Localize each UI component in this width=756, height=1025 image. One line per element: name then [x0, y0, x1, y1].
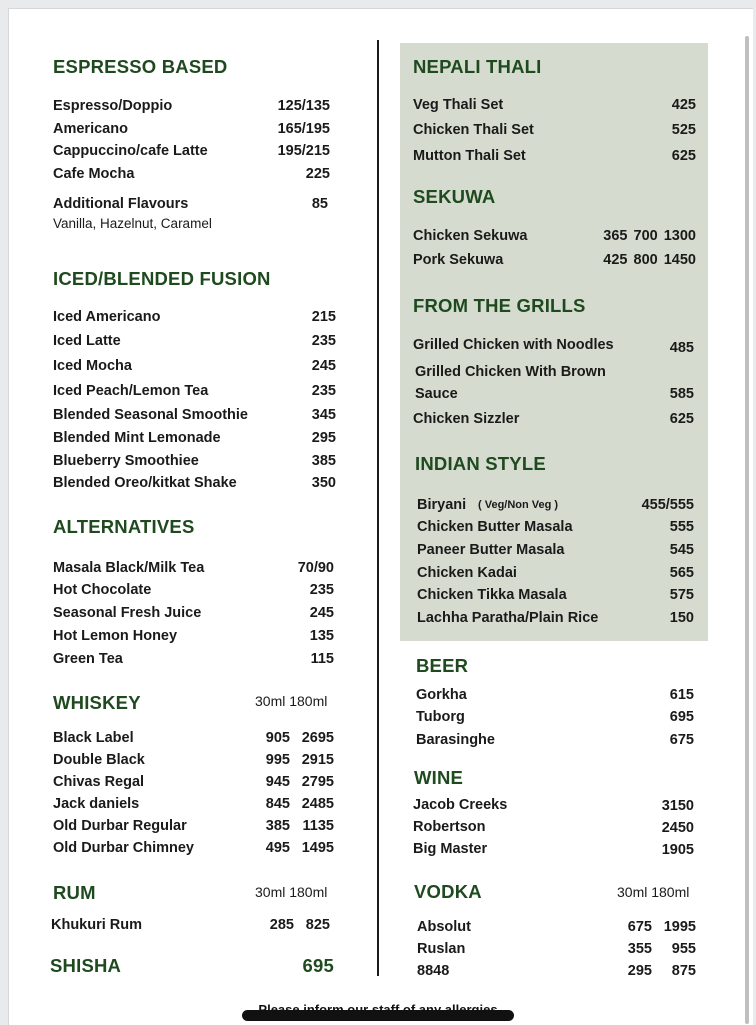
- menu-item-name: Black Label: [53, 730, 134, 746]
- menu-item-price: 455/555: [641, 497, 694, 513]
- menu-item-name: Iced Latte: [53, 333, 121, 349]
- size-header: 30ml 180ml: [255, 884, 328, 900]
- menu-item-price: 195/215: [277, 143, 330, 159]
- menu-item-name: Iced Mocha: [53, 358, 132, 374]
- shisha-price: 695: [302, 955, 334, 976]
- price-180ml: 1495: [301, 840, 334, 856]
- menu-item-name: Seasonal Fresh Juice: [53, 605, 202, 621]
- price-30ml: 355: [627, 941, 652, 957]
- menu-item-name: Veg Thali Set: [413, 97, 504, 113]
- section-heading-wine: WINE: [414, 767, 464, 788]
- menu-item-name: Americano: [53, 121, 128, 137]
- menu-item-price: 545: [669, 542, 694, 558]
- menu-item-price: 70/90: [297, 560, 334, 576]
- menu-item-name: Hot Lemon Honey: [53, 628, 178, 644]
- menu-item-name: Biryani: [417, 497, 467, 513]
- menu-item-name: Masala Black/Milk Tea: [53, 560, 205, 576]
- price-180ml: 2915: [301, 752, 334, 768]
- menu-item-name: Blended Seasonal Smoothie: [53, 407, 248, 423]
- home-indicator[interactable]: [242, 1010, 514, 1021]
- scrollbar[interactable]: [745, 36, 749, 1024]
- section-heading-grills: FROM THE GRILLS: [413, 295, 586, 316]
- price-30ml: 675: [627, 919, 652, 935]
- size-header: 30ml 180ml: [255, 693, 328, 709]
- menu-item-name: Big Master: [413, 841, 488, 857]
- menu-item-price: 225: [305, 166, 330, 182]
- menu-item-price: 565: [669, 565, 694, 581]
- menu-item-name: Khukuri Rum: [51, 917, 143, 933]
- size-header: 30ml 180ml: [617, 884, 690, 900]
- menu-item-name: Barasinghe: [416, 732, 495, 748]
- menu-item-name: Gorkha: [416, 687, 467, 703]
- price-180ml: 1995: [663, 919, 696, 935]
- menu-item-name: Green Tea: [53, 651, 123, 667]
- menu-item-name: Blueberry Smoothiee: [53, 453, 199, 469]
- price-30ml: 845: [265, 796, 290, 812]
- sekuwa-prices: 425 800 1450: [603, 252, 696, 268]
- section-heading-whiskey: WHISKEY: [53, 692, 141, 713]
- menu-item-name: Iced Peach/Lemon Tea: [53, 383, 209, 399]
- menu-item-price: 3150: [661, 798, 694, 814]
- menu-item-price: 425: [671, 97, 696, 113]
- menu-item-price: 585: [669, 386, 694, 402]
- menu-item-name: Lachha Paratha/Plain Rice: [417, 610, 599, 626]
- section-heading-vodka: VODKA: [414, 881, 482, 902]
- menu-item-name: Iced Americano: [53, 309, 161, 325]
- price-30ml: 905: [265, 730, 290, 746]
- section-heading-indian: INDIAN STYLE: [415, 453, 546, 474]
- menu-item-price: 485: [669, 340, 694, 356]
- menu-item-name: Blended Oreo/kitkat Shake: [53, 475, 237, 491]
- menu-item-price: 85: [311, 196, 328, 212]
- menu-item-price: 575: [669, 587, 694, 603]
- price-30ml: 285: [269, 917, 294, 933]
- sekuwa-prices: 365 700 1300: [603, 228, 696, 244]
- menu-item-price: 235: [311, 333, 336, 349]
- menu-item-price: 625: [671, 148, 696, 164]
- menu-item-price: 115: [310, 651, 334, 667]
- menu-item-price: 615: [669, 687, 694, 703]
- section-heading-thali: NEPALI THALI: [413, 56, 542, 77]
- section-heading-iced: ICED/BLENDED FUSION: [53, 268, 271, 289]
- menu-item-name: Cafe Mocha: [53, 166, 135, 182]
- menu-item-name: Hot Chocolate: [53, 582, 152, 598]
- menu-item-name: Chicken Sekuwa: [413, 228, 528, 244]
- price-180ml: 825: [305, 917, 330, 933]
- price-30ml: 295: [627, 963, 652, 979]
- menu-item-name: Paneer Butter Masala: [417, 542, 565, 558]
- menu-item-name: Absolut: [417, 919, 471, 935]
- menu-item-name: Grilled Chicken with Noodles: [413, 337, 614, 353]
- price-180ml: 1135: [302, 818, 334, 834]
- menu-item-name: Old Durbar Regular: [53, 818, 187, 834]
- menu-item-name: Chicken Sizzler: [413, 411, 520, 427]
- menu-item-price: 245: [309, 605, 334, 621]
- menu-item-price: 2450: [661, 820, 694, 836]
- price-30ml: 495: [265, 840, 290, 856]
- biryani-note: ( Veg/Non Veg ): [478, 499, 559, 511]
- flavours-note: Vanilla, Hazelnut, Caramel: [53, 216, 212, 231]
- menu-item-name: Blended Mint Lemonade: [53, 430, 221, 446]
- menu-item-name: Cappuccino/cafe Latte: [53, 143, 208, 159]
- menu-item-price: 135: [309, 628, 334, 644]
- menu-item-name: Chicken Butter Masala: [417, 519, 573, 535]
- menu-item-price: 695: [669, 709, 694, 725]
- menu-item-name: Espresso/Doppio: [53, 98, 173, 114]
- section-heading-espresso: ESPRESSO BASED: [53, 56, 228, 77]
- price-180ml: 875: [671, 963, 696, 979]
- section-heading-beer: BEER: [416, 655, 469, 676]
- menu-item-name: Grilled Chicken With Brown: [415, 364, 606, 380]
- menu-item-price: 525: [671, 122, 696, 138]
- menu-item-name: Chicken Kadai: [417, 565, 517, 581]
- menu-item-name: Old Durbar Chimney: [53, 840, 194, 856]
- menu-item-price: 385: [311, 453, 336, 469]
- menu-item-name: Tuborg: [416, 709, 465, 725]
- price-30ml: 385: [265, 818, 290, 834]
- menu-item-name: Pork Sekuwa: [413, 252, 504, 268]
- menu-item-name: Chicken Tikka Masala: [417, 587, 567, 603]
- section-heading-rum: RUM: [53, 882, 96, 903]
- menu-item-name: Chicken Thali Set: [413, 122, 534, 138]
- menu-item-name: Double Black: [53, 752, 145, 768]
- menu-item-price: 125/135: [277, 98, 330, 114]
- menu-item-price: 345: [311, 407, 336, 423]
- menu-item-price: 295: [311, 430, 336, 446]
- menu-item-name: Mutton Thali Set: [413, 148, 526, 164]
- menu-item-price: 235: [311, 383, 336, 399]
- menu-item-price: 245: [311, 358, 336, 374]
- price-180ml: 2695: [301, 730, 334, 746]
- menu-item-name: 8848: [417, 963, 450, 979]
- column-divider: [377, 40, 379, 976]
- menu-item-name: Robertson: [413, 819, 486, 835]
- menu-item-price: 675: [669, 732, 694, 748]
- price-180ml: 955: [671, 941, 696, 957]
- menu-item-price: 625: [669, 411, 694, 427]
- section-heading-shisha: SHISHA: [50, 955, 122, 976]
- menu-item-price: 235: [309, 582, 334, 598]
- menu-item-name: Jacob Creeks: [413, 797, 508, 813]
- menu-item-price: 350: [311, 475, 336, 491]
- menu-item-price: 215: [311, 309, 336, 325]
- menu-item-price: 165/195: [277, 121, 330, 137]
- menu-item-name: Additional Flavours: [53, 196, 189, 212]
- menu-item-name: Chivas Regal: [53, 774, 145, 790]
- menu-item-price: 555: [669, 519, 694, 535]
- menu-item-price: 1905: [661, 842, 694, 858]
- price-180ml: 2795: [301, 774, 334, 790]
- section-heading-alternatives: ALTERNATIVES: [53, 516, 195, 537]
- menu-item-name: Jack daniels: [53, 796, 140, 812]
- menu-item-name-continued: Sauce: [415, 386, 458, 402]
- menu-item-name: Ruslan: [417, 941, 466, 957]
- price-180ml: 2485: [301, 796, 334, 812]
- menu-item-price: 150: [669, 610, 694, 626]
- price-30ml: 945: [265, 774, 290, 790]
- price-30ml: 995: [265, 752, 290, 768]
- section-heading-sekuwa: SEKUWA: [413, 186, 496, 207]
